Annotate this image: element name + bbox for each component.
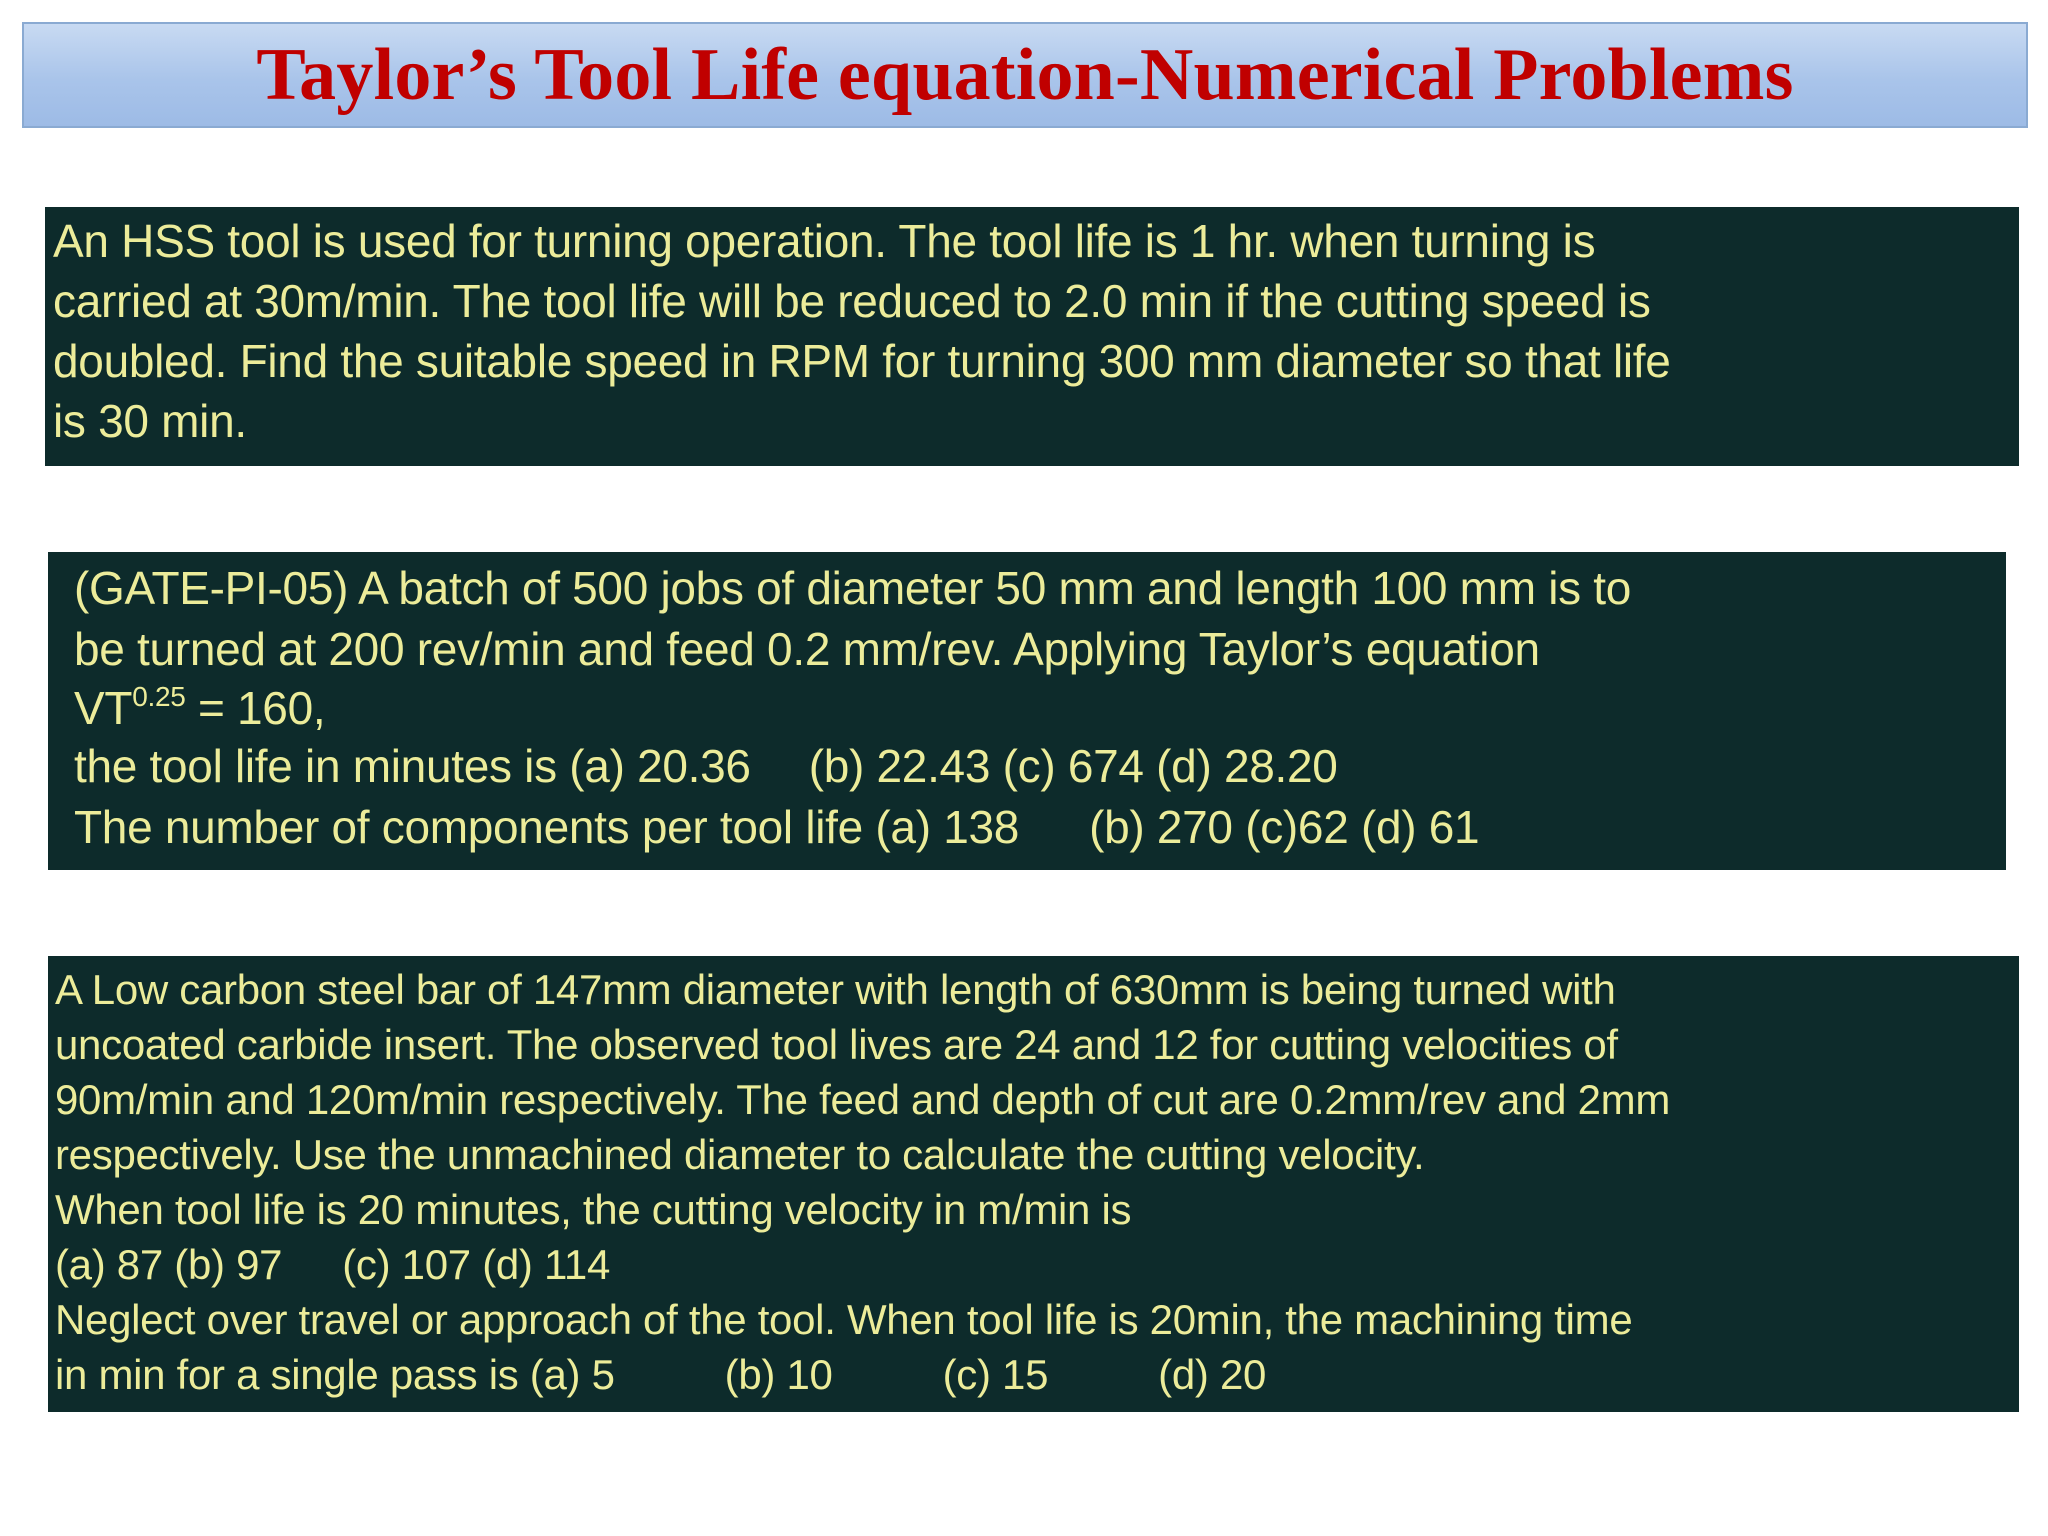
problem-3-line: When tool life is 20 minutes, the cutting velocity in m/min is xyxy=(55,1186,1132,1233)
problem-3-line: uncoated carbide insert. The observed tool lives are 24 and 12 for cutting velocities of xyxy=(55,1021,1618,1068)
problem-3-line: Neglect over travel or approach of the tool. When tool life is 20min, the machining time xyxy=(55,1296,1633,1343)
equation-lhs: VT xyxy=(74,682,133,734)
machining-time-option-d: (d) 20 xyxy=(1158,1351,1267,1398)
problem-2-panel xyxy=(48,552,2006,870)
velocity-options-a-b: (a) 87 (b) 97 xyxy=(55,1241,283,1288)
tool-life-options: (b) 22.43 (c) 674 (d) 28.20 xyxy=(808,740,1338,792)
problem-1-line: carried at 30m/min. The tool life will be reduced to 2.0 min if the cutting speed is xyxy=(53,275,1651,327)
tool-life-question xyxy=(74,736,2006,797)
equation-rhs: = 160, xyxy=(185,682,326,734)
problem-1-line: An HSS tool is used for turning operation. The tool life is 1 hr. when turning is xyxy=(53,215,1596,267)
title-banner xyxy=(22,22,2028,128)
slide-title: Taylor’s Tool Life equation-Numerical Problems xyxy=(256,33,1794,116)
velocity-options xyxy=(55,1237,2019,1292)
problem-3-line: 90m/min and 120m/min respectively. The feed and depth of cut are 0.2mm/rev and 2mm xyxy=(55,1076,1671,1123)
problem-3-line: respectively. Use the unmachined diameter to calculate the cutting velocity. xyxy=(55,1131,1425,1178)
components-question xyxy=(74,797,2006,858)
machining-time-stem: in min for a single pass is (a) 5 xyxy=(55,1351,615,1398)
problem-1-panel xyxy=(45,207,2019,466)
components-options: (b) 270 (c)62 (d) 61 xyxy=(1089,801,1480,853)
problem-1-line: doubled. Find the suitable speed in RPM for turning 300 mm diameter so that life xyxy=(53,335,1671,387)
velocity-options-c-d: (c) 107 (d) 114 xyxy=(342,1241,611,1288)
components-question-stem: The number of components per tool life (a) 138 xyxy=(74,801,1020,853)
machining-time-option-c: (c) 15 xyxy=(942,1351,1049,1398)
taylor-equation xyxy=(74,680,2006,736)
tool-life-question-stem: the tool life in minutes is (a) 20.36 xyxy=(74,740,751,792)
problem-3-panel xyxy=(48,956,2019,1412)
problem-2-line: be turned at 200 rev/min and feed 0.2 mm/rev. Applying Taylor’s equation xyxy=(74,623,1540,675)
problem-2-line: (GATE-PI-05) A batch of 500 jobs of diameter 50 mm and length 100 mm is to xyxy=(74,562,1632,614)
machining-time-option-b: (b) 10 xyxy=(724,1351,833,1398)
equation-exponent: 0.25 xyxy=(132,681,186,712)
problem-3-line: A Low carbon steel bar of 147mm diameter with length of 630mm is being turned with xyxy=(55,966,1616,1013)
machining-time-question xyxy=(55,1347,2019,1402)
problem-1-line: is 30 min. xyxy=(53,395,247,447)
